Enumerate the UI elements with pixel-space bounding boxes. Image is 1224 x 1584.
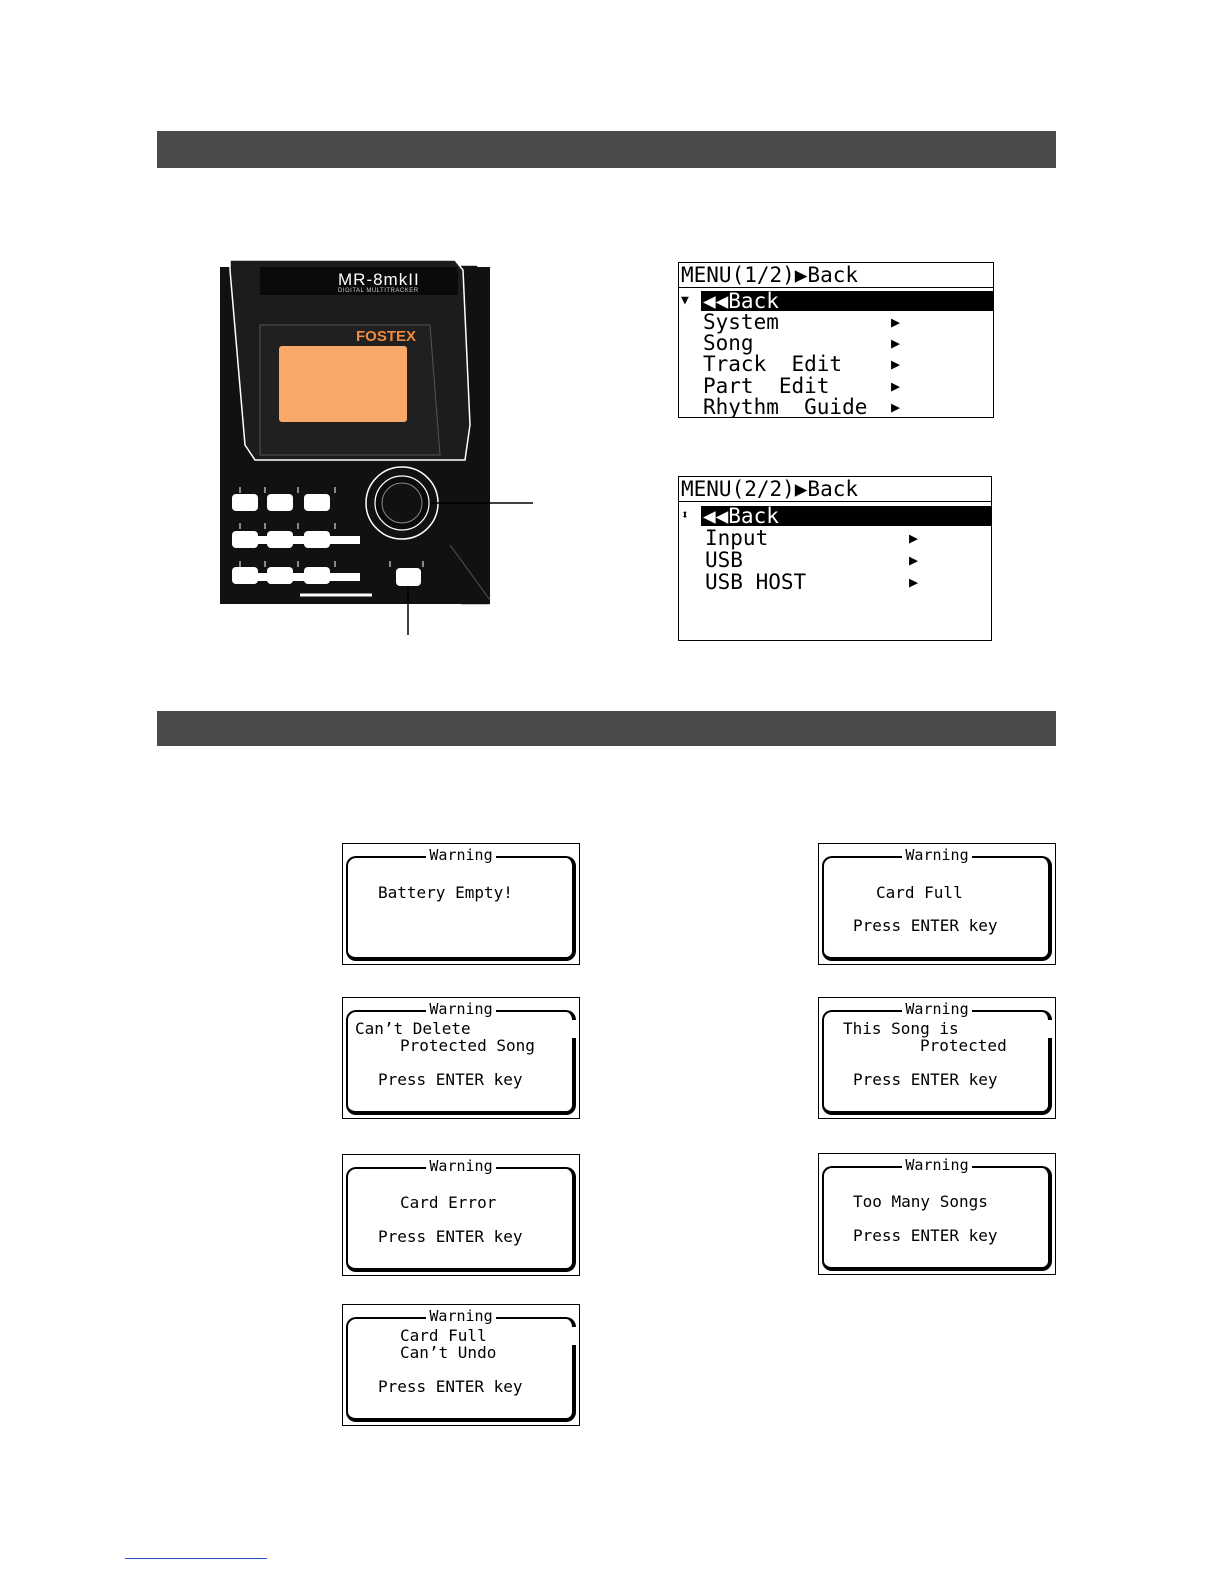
device-button [304, 531, 330, 548]
warning-line: Can’t Undo [400, 1343, 497, 1362]
warning-line: Press ENTER key [853, 1226, 998, 1245]
device-model-label: MR-8mkII [338, 270, 420, 289]
scroll-down-indicator: ▼ [681, 293, 689, 308]
submenu-arrow-icon: ▶ [891, 313, 901, 331]
menu-item-back[interactable]: ◀◀Back [703, 289, 779, 313]
warning-line: Protected [920, 1036, 1007, 1055]
device-menu-button [396, 568, 421, 586]
submenu-arrow-icon: ▶ [891, 398, 901, 416]
device-button [232, 531, 258, 548]
device-brand-logo: FOSTEX [356, 328, 417, 345]
section-header-bar-bottom [157, 711, 1056, 746]
menu-item-rhythm-guide[interactable]: Rhythm Guide [703, 395, 868, 418]
menu-item-input[interactable]: Input [705, 526, 769, 550]
warning-line: Press ENTER key [378, 1227, 523, 1246]
warning-line: Card Full [400, 1327, 579, 1345]
submenu-arrow-icon: ▶ [909, 573, 919, 591]
warning-card-error [342, 1154, 580, 1276]
submenu-arrow-icon: ▶ [909, 551, 919, 569]
warning-frame [346, 856, 576, 961]
menu-item-part-edit[interactable]: Part Edit [703, 374, 830, 398]
warning-line: Card Error [400, 1193, 497, 1212]
footer-link-rule [125, 1558, 267, 1559]
submenu-arrow-icon: ▶ [891, 355, 901, 373]
submenu-arrow-icon: ▶ [891, 334, 901, 352]
title-divider [679, 287, 993, 288]
warning-header: Warning [819, 1000, 1055, 1018]
menu-title: MENU(1/2)▶Back [681, 263, 859, 287]
warning-header: Warning [819, 846, 1055, 864]
warning-line: Press ENTER key [378, 1377, 523, 1396]
device-button [267, 567, 293, 584]
menu-item-back[interactable]: ◀◀Back [703, 504, 779, 528]
menu-item-usb[interactable]: USB [705, 548, 743, 572]
warning-battery-empty [342, 843, 580, 965]
warning-frame [346, 1167, 576, 1272]
warning-frame [822, 1166, 1052, 1271]
warning-cant-undo [342, 1304, 580, 1426]
device-subtitle-label: DIGITAL MULTITRACKER [338, 288, 419, 294]
warning-line: Card Full [876, 883, 963, 902]
menu-item-track-edit[interactable]: Track Edit [703, 352, 843, 376]
warning-line: Too Many Songs [853, 1192, 988, 1211]
section-header-bar-top [157, 131, 1056, 168]
warning-cant-delete [342, 997, 580, 1119]
scroll-updown-indicator: ⬍ [681, 508, 689, 523]
warning-too-many-songs [818, 1153, 1056, 1275]
warning-song-protected [818, 997, 1056, 1119]
warning-line: Press ENTER key [853, 916, 998, 935]
device-button [232, 494, 258, 511]
warning-header: Warning [343, 1000, 579, 1018]
menu-item-usb-host[interactable]: USB HOST [705, 570, 807, 594]
submenu-arrow-icon: ▶ [891, 377, 901, 395]
device-button [304, 567, 330, 584]
menu-title: MENU(2/2)▶Back [681, 477, 859, 501]
warning-header: Warning [343, 1157, 579, 1175]
warning-card-full [818, 843, 1056, 965]
menu-item-system[interactable]: System [703, 310, 779, 334]
menu-screen-page2 [678, 476, 992, 641]
warning-line: Press ENTER key [378, 1070, 523, 1089]
warning-line: This Song is [843, 1020, 1055, 1038]
device-button [304, 494, 330, 511]
warning-line: Press ENTER key [853, 1070, 998, 1089]
menu-screen-page1 [678, 262, 994, 418]
device-button [267, 494, 293, 511]
warning-frame [822, 856, 1052, 961]
warning-header: Warning [343, 846, 579, 864]
submenu-arrow-icon: ▶ [909, 529, 919, 547]
device-button [267, 531, 293, 548]
device-lcd-screen [279, 346, 407, 422]
menu-item-song[interactable]: Song [703, 331, 754, 355]
warning-line: Protected Song [400, 1036, 535, 1055]
device-illustration [215, 255, 535, 640]
warning-line: Battery Empty! [378, 883, 513, 902]
title-divider [679, 501, 991, 502]
warning-line: Can’t Delete [355, 1020, 579, 1038]
device-button [232, 567, 258, 584]
warning-header: Warning [819, 1156, 1055, 1174]
warning-header: Warning [343, 1307, 579, 1325]
